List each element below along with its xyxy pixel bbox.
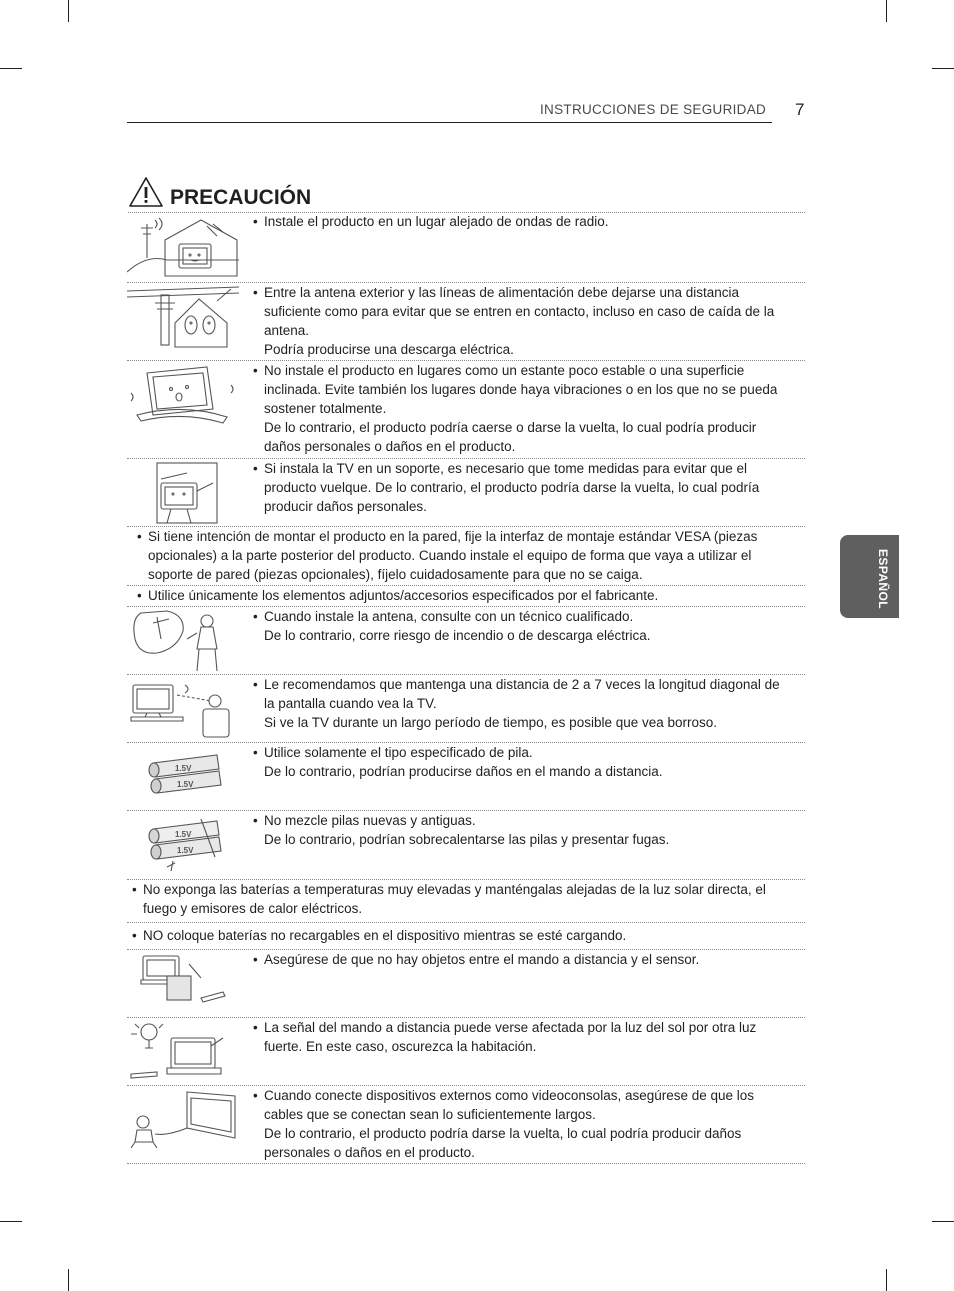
crop-mark [932,1221,954,1222]
item-text [253,811,793,849]
bullet-text: • No exponga las baterías a temperaturas muy elevadas y manténgalas alejadas de la luz solar directa, el fuego y emisores de calor eléctricos. [132,880,802,918]
cable-length-illustration [127,1088,239,1150]
page-number: 7 [795,100,805,119]
crop-mark [886,0,887,22]
item-text [137,586,797,605]
list-item [127,607,805,675]
sunlight-interference-illustration [127,1020,239,1082]
item-text [253,1018,793,1056]
bullet-text: • Entre la antena exterior y las líneas de alimentación debe dejarse una distancia suficiente como para evitar que se entren en contacto, incluso en caso de caída de la antena. [253,283,793,340]
bullet-text: • No mezcle pilas nuevas y antiguas. [253,811,793,830]
continuation-text: De lo contrario, podrían sobrecalentarse las pilas y presentar fugas. [264,832,670,847]
crop-mark [68,0,69,22]
list-item [127,586,805,607]
continuation-text: De lo contrario, podrían producirse daños en el mando a distancia. [264,764,663,779]
bullet-text: • NO coloque baterías no recargables en el dispositivo mientras se esté cargando. [132,926,802,945]
bullet-text: • Cuando instale la antena, consulte con un técnico cualificado. [253,607,793,626]
language-tab-label: ESPAÑOL [876,549,890,609]
crop-mark [932,68,954,69]
batteries-illustration [127,745,239,807]
remote-obstacle-illustration [127,952,239,1014]
battery-label: 1.5V [175,764,192,773]
header-divider [127,122,772,123]
item-text [253,743,793,781]
list-item [127,212,805,283]
language-tab [840,535,899,618]
list-item [127,1086,805,1164]
bullet-text: • Si tiene intención de montar el producto en la pared, fije la interfaz de montaje estándar VESA (piezas opcionales) a la parte posterior del producto. Cuando instale el equipo de forma que vaya a utilizar el soporte de pared (piezas opcionales), fíjelo cuidadosamente para que no se caiga. [137,527,797,584]
list-item [127,283,805,361]
list-item [127,675,805,743]
antenna-powerline-illustration [127,285,239,347]
bullet-text: • Cuando conecte dispositivos externos como videoconsolas, asegúrese de que los cables que se conectan sean lo suficientemente largos. [253,1086,793,1124]
list-item [127,880,805,923]
item-text [253,459,793,516]
bullet-text: • Asegúrese de que no hay objetos entre el mando a distancia y el sensor. [253,950,793,969]
list-item [127,923,805,950]
item-text [137,527,797,584]
mixed-batteries-illustration [127,813,239,875]
bullet-text: • No instale el producto en lugares como un estante poco estable o una superficie inclinada. Evite también los lugares donde haya vibraciones o en los que no se pueda sostener totalmente. [253,361,793,418]
item-text [253,607,793,645]
item-text [253,212,793,231]
item-text [253,950,793,969]
item-text [253,283,793,359]
list-item [127,459,805,527]
continuation-text: De lo contrario, el producto podría darse la vuelta, lo cual podría producir daños personales o daños en el producto. [264,1126,742,1160]
item-text [253,1086,793,1162]
unstable-shelf-illustration [127,363,239,425]
bullet-text: • Le recomendamos que mantenga una distancia de 2 a 7 veces la longitud diagonal de la pantalla cuando vea la TV. [253,675,793,713]
continuation-text: Si ve la TV durante un largo período de tiempo, es posible que vea borroso. [264,715,718,730]
battery-label: 1.5V [175,830,192,839]
bullet-text: • Instale el producto en un lugar alejado de ondas de radio. [253,212,793,231]
item-text [253,675,793,732]
continuation-text: De lo contrario, corre riesgo de incendio o de descarga eléctrica. [264,628,651,643]
section-heading [128,176,805,213]
battery-label: 1.5V [177,780,194,789]
crop-mark [68,1269,69,1291]
bullet-text: • La señal del mando a distancia puede verse afectada por la luz del sol por otra luz fuerte. En este caso, oscurezca la habitación. [253,1018,793,1056]
crop-mark [0,1221,22,1222]
list-item [127,950,805,1018]
list-item [127,527,805,586]
crop-mark [886,1269,887,1291]
technician-antenna-illustration [127,609,239,671]
list-item [127,811,805,880]
item-text [132,880,802,918]
battery-label: 1.5V [177,846,194,855]
radio-waves-illustration [127,214,239,276]
running-header: INSTRUCCIONES DE SEGURIDAD [540,102,767,117]
continuation-text: Podría producirse una descarga eléctrica. [264,342,514,357]
tv-stand-wall-illustration [127,461,239,523]
item-text [132,926,802,945]
list-item [127,743,805,811]
bullet-text: • Si instala la TV en un soporte, es necesario que tome medidas para evitar que el producto vuelque. De lo contrario, el producto podría darse la vuelta, lo cual podría producir daños personales. [253,459,793,516]
crop-mark [0,68,22,69]
bullet-text: • Utilice solamente el tipo especificado de pila. [253,743,793,762]
list-item [127,361,805,459]
page-title: PRECAUCIÓN [170,186,312,209]
list-item [127,1018,805,1086]
warning-triangle-icon [128,176,164,208]
continuation-text: De lo contrario, el producto podría caerse o darse la vuelta, lo cual podría producir daños personales o daños en el producto. [264,420,757,454]
item-text [253,361,793,456]
bullet-text: • Utilice únicamente los elementos adjuntos/accesorios especificados por el fabricante. [137,586,797,605]
viewing-distance-illustration [127,677,239,739]
